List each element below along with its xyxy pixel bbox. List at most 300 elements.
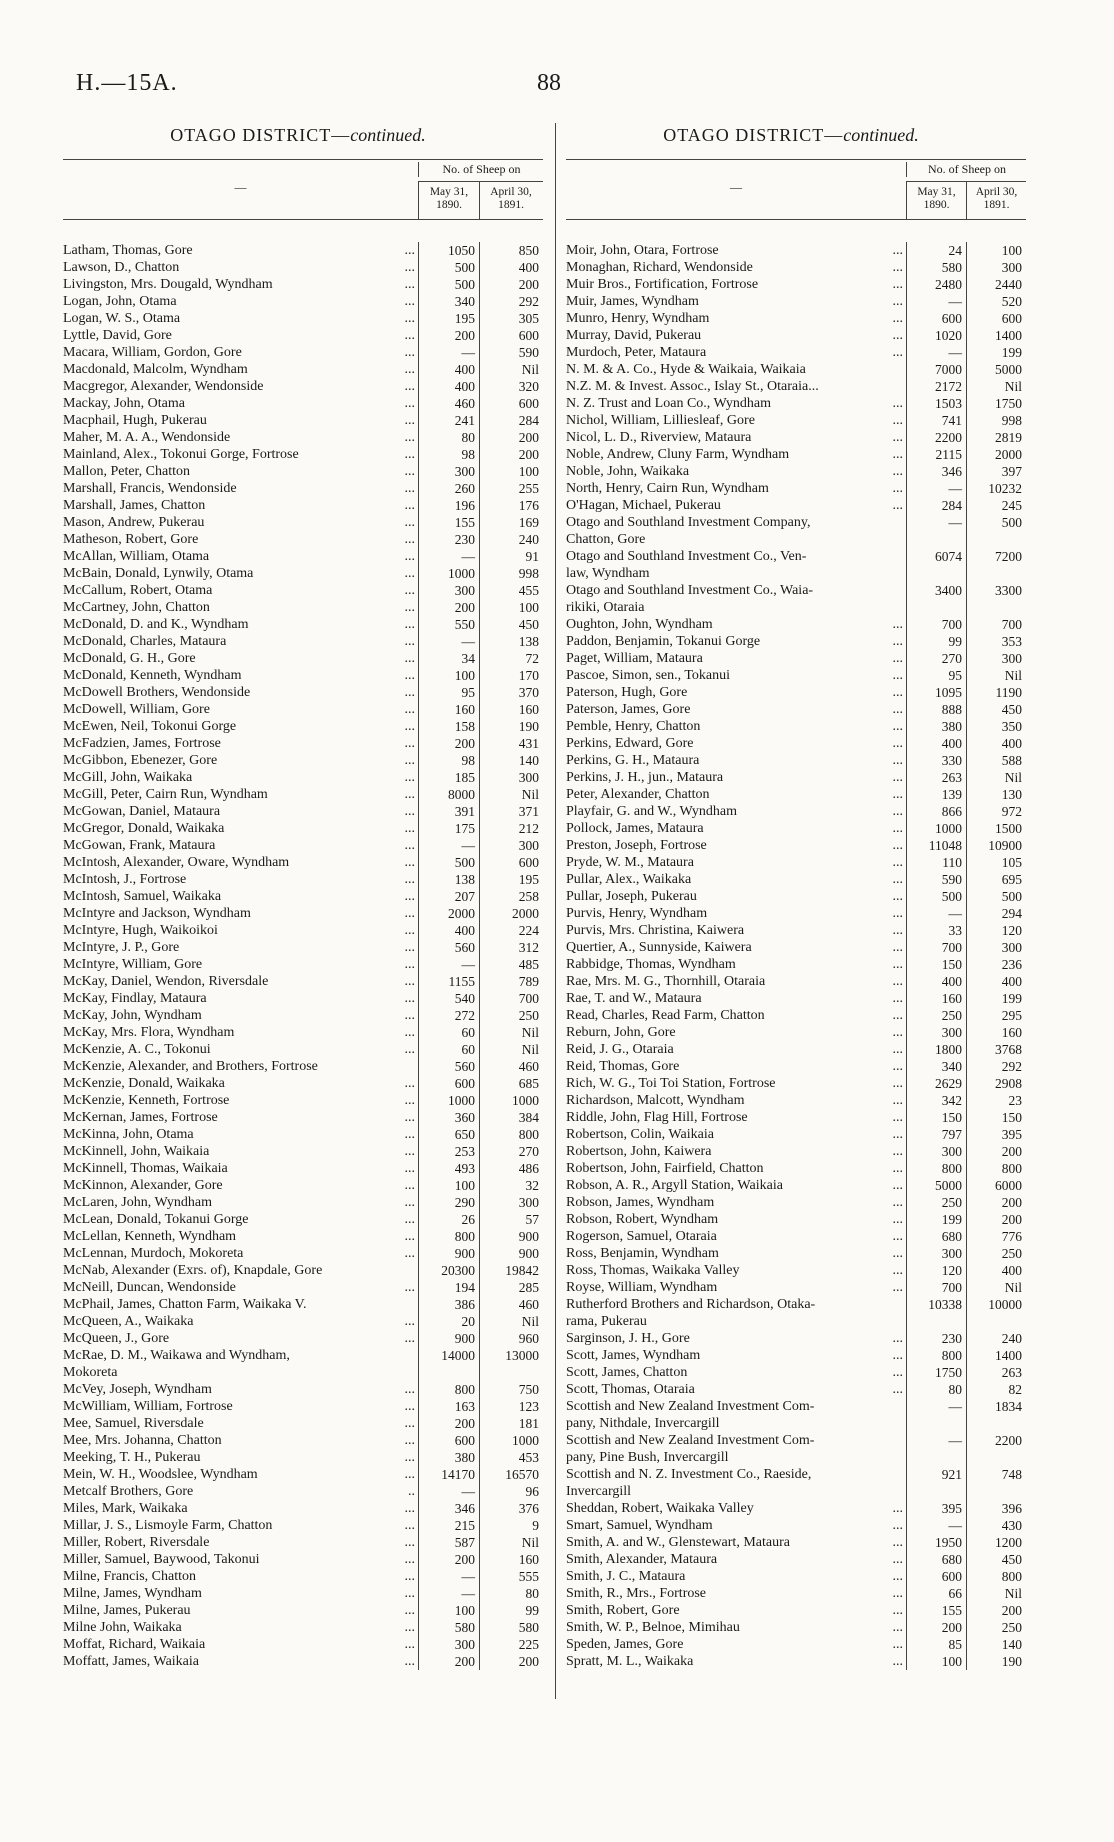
row-name — [566, 1024, 906, 1041]
row-name — [63, 1075, 418, 1092]
table-row — [63, 871, 543, 888]
sheep-may-1890: 2115 — [906, 446, 966, 463]
sheep-april-1891: 10232 — [966, 480, 1026, 497]
row-name — [566, 310, 906, 327]
table-row — [566, 1585, 1026, 1602]
table-row — [63, 1636, 543, 1653]
row-name — [63, 888, 418, 905]
table-row — [566, 1551, 1026, 1568]
row-name — [566, 429, 906, 446]
row-leader-dots: ... — [892, 685, 903, 700]
row-name — [63, 1568, 418, 1585]
sheep-may-1890: 185 — [418, 769, 479, 786]
row-name — [63, 1007, 418, 1024]
row-name — [63, 1058, 418, 1075]
sheep-may-1890: 290 — [418, 1194, 479, 1211]
sheep-april-1891: 300 — [966, 939, 1026, 956]
sheep-april-1891: 2819 — [966, 429, 1026, 446]
sheep-april-1891: Nil — [479, 1041, 543, 1058]
row-name — [63, 276, 418, 293]
table-row — [63, 1075, 543, 1092]
sheep-may-1890: 175 — [418, 820, 479, 837]
row-name-text: pany, Pine Bush, Invercargill — [566, 1450, 729, 1465]
right-table-body — [566, 242, 1026, 1670]
sheep-may-1890: 650 — [418, 1126, 479, 1143]
row-name-text: Preston, Joseph, Fortrose — [566, 838, 707, 853]
sheep-april-1891: 1400 — [966, 327, 1026, 344]
sheep-april-1891: 685 — [479, 1075, 543, 1092]
sheep-april-1891: 160 — [479, 1551, 543, 1568]
row-name-text: McGowan, Daniel, Mataura — [63, 804, 221, 819]
table-row — [566, 1041, 1026, 1058]
row-name-text: Otago and Southland Investment Co., Waia- — [566, 583, 814, 598]
sheep-may-1890: 1750 — [906, 1364, 966, 1381]
row-leader-dots: ... — [892, 855, 903, 870]
table-row — [63, 990, 543, 1007]
sheep-may-1890: — — [906, 480, 966, 497]
sheep-april-1891: 850 — [479, 242, 543, 259]
table-row — [566, 446, 1026, 463]
row-name — [63, 1262, 418, 1279]
row-name-text: Pollock, James, Mataura — [566, 821, 704, 836]
row-leader-dots: ... — [892, 668, 903, 683]
row-name — [566, 276, 906, 293]
row-name — [63, 956, 418, 973]
row-name — [566, 684, 906, 701]
row-leader-dots: ... — [892, 736, 903, 751]
table-row — [566, 1568, 1026, 1585]
sheep-april-1891: 3768 — [966, 1041, 1026, 1058]
row-name — [63, 1347, 418, 1364]
row-name-text: Smith, J. C., Mataura — [566, 1569, 686, 1584]
table-row — [63, 1364, 543, 1381]
row-name-text: McDowell Brothers, Wendonside — [63, 685, 251, 700]
sheep-april-1891: 600 — [479, 395, 543, 412]
row-leader-dots: ... — [892, 634, 903, 649]
row-name-text: Read, Charles, Read Farm, Chatton — [566, 1008, 765, 1023]
sheep-may-1890: 2480 — [906, 276, 966, 293]
sheep-may-1890: 800 — [906, 1347, 966, 1364]
sheep-may-1890: 1800 — [906, 1041, 966, 1058]
row-name — [566, 837, 906, 854]
table-row — [63, 667, 543, 684]
row-leader-dots: ... — [404, 1280, 415, 1295]
row-name-text: Reid, Thomas, Gore — [566, 1059, 680, 1074]
row-leader-dots: ... — [892, 991, 903, 1006]
row-name-text: McDonald, G. H., Gore — [63, 651, 196, 666]
row-leader-dots: ... — [892, 498, 903, 513]
row-leader-dots: ... — [404, 1518, 415, 1533]
row-name-text: McCallum, Robert, Otama — [63, 583, 213, 598]
row-leader-dots: ... — [892, 753, 903, 768]
sheep-may-1890: — — [906, 1432, 966, 1449]
sheep-april-1891: 72 — [479, 650, 543, 667]
sheep-may-1890: — — [906, 344, 966, 361]
sheep-april-1891: 1000 — [479, 1092, 543, 1109]
sheep-april-1891: 176 — [479, 497, 543, 514]
row-name-text: Paterson, Hugh, Gore — [566, 685, 688, 700]
row-name-text: McIntosh, Alexander, Oware, Wyndham — [63, 855, 290, 870]
row-leader-dots: ... — [404, 753, 415, 768]
sheep-may-1890: — — [418, 1568, 479, 1585]
table-row — [566, 854, 1026, 871]
row-name-text: Robertson, John, Fairfield, Chatton — [566, 1161, 764, 1176]
sheep-april-1891: 91 — [479, 548, 543, 565]
row-name — [63, 378, 418, 395]
sheep-april-1891: 500 — [966, 888, 1026, 905]
row-name-text: McLennan, Murdoch, Mokoreta — [63, 1246, 244, 1261]
sheep-april-1891: 2000 — [479, 905, 543, 922]
row-name-text: McKenzie, A. C., Tokonui — [63, 1042, 211, 1057]
row-name — [566, 378, 906, 395]
row-leader-dots: ... — [892, 1263, 903, 1278]
sheep-april-1891: 105 — [966, 854, 1026, 871]
sheep-april-1891: 395 — [966, 1126, 1026, 1143]
row-leader-dots: ... — [892, 430, 903, 445]
table-row — [63, 514, 543, 531]
sheep-may-1890: 921 — [906, 1466, 966, 1483]
row-leader-dots: ... — [892, 1365, 903, 1380]
row-name — [63, 1228, 418, 1245]
row-name — [63, 1534, 418, 1551]
table-row — [566, 616, 1026, 633]
table-row — [63, 752, 543, 769]
row-name-text: Sarginson, J. H., Gore — [566, 1331, 690, 1346]
sheep-may-1890: 587 — [418, 1534, 479, 1551]
table-row — [566, 259, 1026, 276]
row-name-text: McFadzien, James, Fortrose — [63, 736, 221, 751]
row-leader-dots: ... — [404, 1144, 415, 1159]
row-name — [566, 1160, 906, 1177]
row-name-text: Milne, James, Wyndham — [63, 1586, 202, 1601]
row-name — [566, 1449, 906, 1466]
table-row — [566, 1415, 1026, 1432]
row-name-text: North, Henry, Cairn Run, Wyndham — [566, 481, 769, 496]
row-leader-dots: ... — [892, 1569, 903, 1584]
row-name — [566, 752, 906, 769]
table-row — [566, 803, 1026, 820]
sheep-april-1891: 450 — [479, 616, 543, 633]
sheep-april-1891: 312 — [479, 939, 543, 956]
row-name — [566, 1466, 906, 1483]
table-row — [63, 1177, 543, 1194]
row-leader-dots: ... — [892, 957, 903, 972]
row-leader-dots: ... — [404, 855, 415, 870]
may-1890-header: May 31, 1890. — [429, 186, 469, 211]
row-name — [63, 752, 418, 769]
row-leader-dots: ... — [404, 362, 415, 377]
sheep-april-1891: 285 — [479, 1279, 543, 1296]
row-name-text: Rae, T. and W., Mataura — [566, 991, 702, 1006]
row-name — [63, 1432, 418, 1449]
sheep-may-1890: 99 — [906, 633, 966, 650]
table-row — [566, 395, 1026, 412]
row-name — [566, 1653, 906, 1670]
table-row — [63, 565, 543, 582]
row-leader-dots: ... — [404, 634, 415, 649]
row-name — [566, 1126, 906, 1143]
row-name — [566, 1619, 906, 1636]
table-row — [63, 378, 543, 395]
sheep-may-1890 — [418, 1364, 479, 1381]
sheep-april-1891: 431 — [479, 735, 543, 752]
sheep-may-1890: 1503 — [906, 395, 966, 412]
row-name-text: Monaghan, Richard, Wendonside — [566, 260, 753, 275]
row-name-text: Paget, William, Mataura — [566, 651, 703, 666]
sheep-may-1890: 400 — [418, 378, 479, 395]
row-name — [566, 1194, 906, 1211]
row-name-text: Ross, Thomas, Waikaka Valley — [566, 1263, 740, 1278]
table-row — [63, 735, 543, 752]
row-name-text: Livingston, Mrs. Dougald, Wyndham — [63, 277, 273, 292]
row-name-text: McGowan, Frank, Mataura — [63, 838, 216, 853]
sheep-may-1890: 100 — [418, 1602, 479, 1619]
row-name-text: Purvis, Mrs. Christina, Kaiwera — [566, 923, 745, 938]
row-name-text: Mein, W. H., Woodslee, Wyndham — [63, 1467, 258, 1482]
row-name — [566, 718, 906, 735]
table-row — [63, 446, 543, 463]
row-name-text: McKinnon, Alexander, Gore — [63, 1178, 223, 1193]
row-name-text: McCartney, John, Chatton — [63, 600, 210, 615]
sheep-april-1891: 600 — [966, 310, 1026, 327]
row-name-text: Spratt, M. L., Waikaka — [566, 1654, 694, 1669]
row-name-text: McWilliam, William, Fortrose — [63, 1399, 233, 1414]
table-row — [63, 905, 543, 922]
row-leader-dots: ... — [892, 345, 903, 360]
row-name — [566, 650, 906, 667]
row-leader-dots: ... — [892, 1620, 903, 1635]
sheep-may-1890: 270 — [906, 650, 966, 667]
table-row — [566, 990, 1026, 1007]
sheep-may-1890: 550 — [418, 616, 479, 633]
table-row — [566, 1619, 1026, 1636]
row-leader-dots: ... — [404, 328, 415, 343]
sheep-april-1891: 240 — [966, 1330, 1026, 1347]
sheep-may-1890: 460 — [418, 395, 479, 412]
sheep-may-1890: 580 — [418, 1619, 479, 1636]
table-row — [566, 361, 1026, 378]
sheep-april-1891: 7200 — [966, 548, 1026, 565]
row-name — [566, 1075, 906, 1092]
sheep-may-1890: 85 — [906, 1636, 966, 1653]
sheep-april-1891: 750 — [479, 1381, 543, 1398]
sheep-may-1890: 80 — [418, 429, 479, 446]
sheep-april-1891: 776 — [966, 1228, 1026, 1245]
row-name-text: McKay, Mrs. Flora, Wyndham — [63, 1025, 235, 1040]
sheep-may-1890: 110 — [906, 854, 966, 871]
row-name-text: McDowell, William, Gore — [63, 702, 210, 717]
row-leader-dots: ... — [404, 549, 415, 564]
sheep-may-1890: 395 — [906, 1500, 966, 1517]
sheep-april-1891: 748 — [966, 1466, 1026, 1483]
sheep-april-1891: 150 — [966, 1109, 1026, 1126]
sheep-may-1890: 300 — [418, 1636, 479, 1653]
row-leader-dots: ... — [404, 1025, 415, 1040]
sheep-april-1891: 396 — [966, 1500, 1026, 1517]
row-name — [566, 531, 906, 548]
sheep-may-1890: 400 — [906, 735, 966, 752]
row-leader-dots: ... — [892, 787, 903, 802]
table-row — [63, 395, 543, 412]
row-name-text: Mallon, Peter, Chatton — [63, 464, 190, 479]
table-row — [63, 412, 543, 429]
row-name — [566, 1143, 906, 1160]
table-row — [566, 1296, 1026, 1313]
table-row — [566, 667, 1026, 684]
row-name-text: Nicol, L. D., Riverview, Mataura — [566, 430, 752, 445]
table-row — [566, 1483, 1026, 1500]
row-leader-dots: ... — [404, 702, 415, 717]
row-name — [63, 1126, 418, 1143]
row-leader-dots: ... — [404, 583, 415, 598]
column-separator — [555, 123, 556, 1699]
row-name-text: Rogerson, Samuel, Otaraia — [566, 1229, 717, 1244]
row-name-text: Miles, Mark, Waikaka — [63, 1501, 188, 1516]
row-name — [566, 344, 906, 361]
table-row — [566, 1381, 1026, 1398]
table-row — [63, 1517, 543, 1534]
table-row — [63, 480, 543, 497]
sheep-may-1890: 200 — [418, 1551, 479, 1568]
row-leader-dots: ... — [892, 1212, 903, 1227]
sheep-may-1890: 400 — [418, 361, 479, 378]
sheep-april-1891: 6000 — [966, 1177, 1026, 1194]
sheep-april-1891: 376 — [479, 1500, 543, 1517]
row-leader-dots: .. — [408, 1484, 415, 1499]
row-leader-dots: ... — [892, 1144, 903, 1159]
table-row — [63, 1245, 543, 1262]
sheep-april-1891: 900 — [479, 1228, 543, 1245]
row-name — [566, 735, 906, 752]
table-row — [566, 1636, 1026, 1653]
sheep-may-1890: — — [906, 905, 966, 922]
row-leader-dots: ... — [404, 1076, 415, 1091]
sheep-april-1891 — [966, 531, 1026, 548]
row-leader-dots: ... — [892, 1076, 903, 1091]
row-name — [63, 667, 418, 684]
sheep-april-1891: 400 — [966, 735, 1026, 752]
row-name-text: Perkins, G. H., Mataura — [566, 753, 700, 768]
sheep-may-1890: 540 — [418, 990, 479, 1007]
row-name-text: McIntyre, Hugh, Waikoikoi — [63, 923, 218, 938]
sheep-april-1891: 250 — [479, 1007, 543, 1024]
row-name — [63, 922, 418, 939]
sheep-may-1890: 138 — [418, 871, 479, 888]
sheep-april-1891: 900 — [479, 1245, 543, 1262]
table-row — [63, 786, 543, 803]
row-name-text: Pryde, W. M., Mataura — [566, 855, 694, 870]
sheep-may-1890: 1950 — [906, 1534, 966, 1551]
sheep-april-1891: 397 — [966, 463, 1026, 480]
table-row — [566, 531, 1026, 548]
table-row — [63, 599, 543, 616]
table-row — [566, 242, 1026, 259]
table-row — [566, 1143, 1026, 1160]
sheep-may-1890: 340 — [418, 293, 479, 310]
sheep-april-1891: 160 — [479, 701, 543, 718]
row-name-text: Paterson, James, Gore — [566, 702, 691, 717]
sheep-april-1891: 2200 — [966, 1432, 1026, 1449]
sheep-april-1891: 181 — [479, 1415, 543, 1432]
sheep-may-1890: 215 — [418, 1517, 479, 1534]
sheep-may-1890: 158 — [418, 718, 479, 735]
row-name-text: McGill, John, Waikaka — [63, 770, 193, 785]
row-leader-dots: ... — [892, 1654, 903, 1669]
sheep-may-1890: 1000 — [418, 1092, 479, 1109]
sheep-april-1891: 485 — [479, 956, 543, 973]
row-leader-dots: ... — [404, 974, 415, 989]
row-leader-dots: ... — [892, 974, 903, 989]
sheep-april-1891: 400 — [966, 1262, 1026, 1279]
table-row — [63, 1568, 543, 1585]
sheep-april-1891: 588 — [966, 752, 1026, 769]
row-leader-dots: ... — [404, 1467, 415, 1482]
row-leader-dots: ... — [892, 1025, 903, 1040]
sheep-april-1891: 200 — [966, 1143, 1026, 1160]
sheep-may-1890: 100 — [418, 1177, 479, 1194]
row-name-text: Smart, Samuel, Wyndham — [566, 1518, 713, 1533]
row-name — [566, 1636, 906, 1653]
sheep-april-1891: 284 — [479, 412, 543, 429]
row-leader-dots: ... — [404, 821, 415, 836]
sheep-april-1891: 580 — [479, 1619, 543, 1636]
row-name — [63, 735, 418, 752]
table-row — [63, 1109, 543, 1126]
table-row — [566, 1228, 1026, 1245]
sheep-may-1890: 800 — [418, 1381, 479, 1398]
sheep-may-1890: 700 — [906, 616, 966, 633]
row-leader-dots: ... — [404, 1246, 415, 1261]
row-leader-dots: ... — [892, 1042, 903, 1057]
sheep-may-1890: 346 — [418, 1500, 479, 1517]
sheep-may-1890: — — [906, 1398, 966, 1415]
document-reference: H.—15A. — [76, 70, 178, 96]
row-name-text: Chatton, Gore — [566, 532, 646, 547]
row-leader-dots: ... — [404, 430, 415, 445]
row-name — [566, 1058, 906, 1075]
row-leader-dots: ... — [404, 1093, 415, 1108]
sheep-may-1890: 1000 — [906, 820, 966, 837]
sheep-may-1890: 590 — [906, 871, 966, 888]
table-row — [566, 378, 1026, 395]
table-row — [566, 463, 1026, 480]
row-name — [566, 1534, 906, 1551]
table-row — [566, 327, 1026, 344]
table-row — [63, 1653, 543, 1670]
sheep-may-1890: 14000 — [418, 1347, 479, 1364]
table-row — [566, 1194, 1026, 1211]
table-row — [566, 956, 1026, 973]
sheep-april-1891: 99 — [479, 1602, 543, 1619]
sheep-may-1890: 560 — [418, 1058, 479, 1075]
sheep-may-1890: 700 — [906, 939, 966, 956]
sheep-may-1890: 900 — [418, 1330, 479, 1347]
row-leader-dots: ... — [404, 1450, 415, 1465]
row-name-text: Pullar, Alex., Waikaka — [566, 872, 692, 887]
table-row — [566, 310, 1026, 327]
row-name — [566, 1007, 906, 1024]
sheep-may-1890: 560 — [418, 939, 479, 956]
table-row — [566, 973, 1026, 990]
row-name — [63, 429, 418, 446]
row-name — [566, 327, 906, 344]
table-row — [566, 1058, 1026, 1075]
table-row — [566, 1398, 1026, 1415]
row-leader-dots: ... — [404, 1110, 415, 1125]
row-name-text: Smith, A. and W., Glenstewart, Mataura — [566, 1535, 790, 1550]
row-name — [566, 1092, 906, 1109]
row-name — [63, 565, 418, 582]
